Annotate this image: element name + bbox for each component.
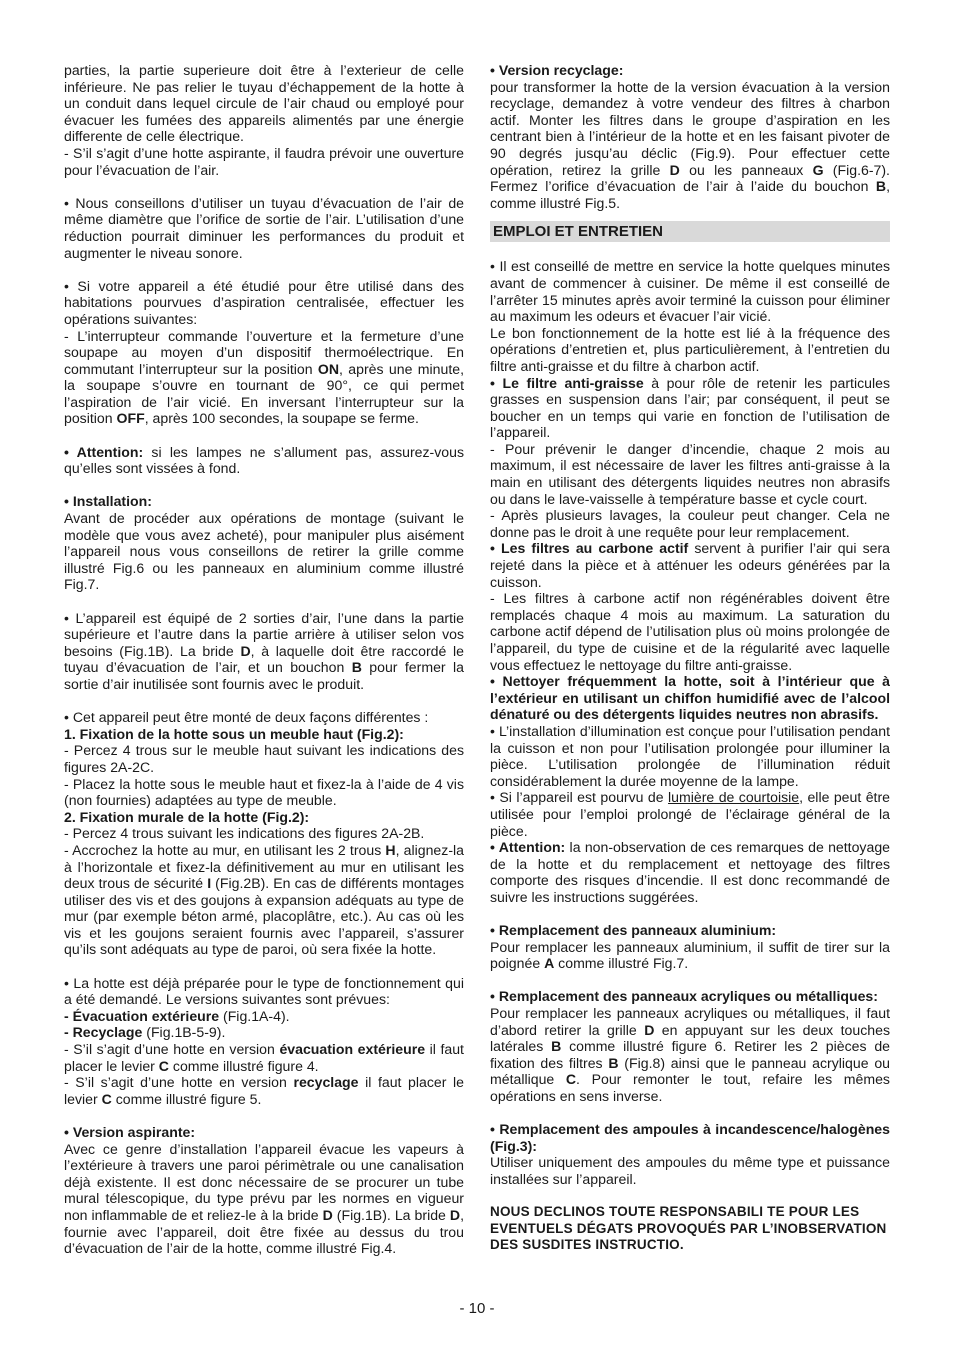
paragraph: • Version recyclage:	[490, 62, 624, 78]
disclaimer-text: NOUS DECLINOS TOUTE RESPONSABILI TE POUR LES EVENTUELS DÉGATS PROVOQUÉS PAR L’INOBSERVATION DES SUSDITES INSTRUCTIO.	[490, 1204, 887, 1253]
paragraph-spacer	[64, 693, 464, 710]
paragraph: - S’il s’agit d’une hotte aspirante, il faudra prévoir une ouverture pour l’évacuation de l’air.	[64, 144, 464, 178]
paragraph: • Nous conseillons d’utiliser un tuyau d’évacuation de l’air de même diamètre que l’orifice de sortie de l’air. L’utilisation d’une réduction pourrait diminuer les performances du produit et augmenter le niveau sonore.	[64, 194, 464, 261]
paragraph: • Version aspirante:	[64, 1124, 196, 1140]
paragraph: - Les filtres à carbone actif non régénérables doivent être remplacés chaque 4 mois au maximum. La saturation du carbone actif dépend de l’utilisation plus où moins prolongée de l’appareil, du type de cuisine et de la régularité avec laquelle vous effectuez le nettoyage du filtre anti-graisse.	[490, 590, 890, 673]
paragraph-spacer	[490, 1105, 890, 1122]
paragraph: Pour remplacer les panneaux aluminium, il suffit de tirer sur la poignée A comme illustré Fig.7.	[490, 938, 890, 972]
paragraph: • Si votre appareil a été étudié pour être utilisé dans des habitations pourvues d’aspiration centralisée, effectuer les opérations suivantes:	[64, 277, 464, 327]
paragraph: pour transformer la hotte de la version évacuation à la version recyclage, demandez à votre vendeur des filtres à charbon actif. Monter les filtres dans le groupe d’aspiration en les centrant bien à l’intérieur de la hotte et en les faisant pivoter de 90 degrés jusqu’au déclic (Fig.9). Pour effectuer cette opération, retirez la grille D ou les panneaux G (Fig.6-7). Fermez l’orifice d’évacuation de l’air à l’aide du bouchon B, comme illustré Fig.5.	[490, 78, 890, 211]
paragraph: Pour remplacer les panneaux acryliques ou métalliques, il faut d’abord retirer la grille D en appuyant sur les deux touches latérales B comme illustré figure 6. Retirer les 2 pièces de fixation des filtres B (Fig.8) ainsi que le panneau acrylique ou métallique C. Pour remonter le tout, refaire les mêmes opérations en sens inverse.	[490, 1005, 891, 1105]
paragraph: Avec ce genre d’installation l’appareil évacue les vapeurs à l’extérieure à travers une paroi périmètrale ou une canalisation déjà existente. Il est donc nécessaire de se procurer un tube mural télescopique, du type prévu par les normes en vigueur non inflammable de et reliez-le à la bride D (Fig.1B). La bride D, fournie avec l’appareil, doit être fixée au dessus du trou d’évacuation de l’air de la hotte, comme illustré Fig.4.	[64, 1140, 465, 1257]
paragraph: • Remplacement des ampoules à incandescence/halogènes (Fig.3):	[490, 1121, 890, 1154]
paragraph-spacer	[64, 178, 464, 195]
paragraph: - Percez 4 trous sur le meuble haut suivant les indications des figures 2A-2C.	[64, 742, 464, 775]
paragraph-spacer	[64, 427, 464, 444]
section-heading: EMPLOI ET ENTRETIEN	[490, 221, 890, 242]
paragraph: • Le filtre anti-graisse à pour rôle de retenir les particules grasses en suspension dans l’air; par conséquent, il peut se boucher en un temps qui varie en fonction de l’utilisation de l’appareil.	[490, 374, 890, 441]
paragraph: - Évacuation extérieure (Fig.1A-4).	[64, 1007, 290, 1024]
paragraph: - S’il s’agit d’une hotte en version évacuation extérieure il faut placer le levier C comme illustré figure 4.	[64, 1041, 464, 1074]
paragraph: • Il est conseillé de mettre en service la hotte quelques minutes avant de commencer à cuisiner. De même il est conseillé de l’arrêter 15 minutes après avoir terminé la cuisson pour éliminer au maximum les odeurs et évacuer l’air vicié.	[490, 258, 890, 325]
paragraph-spacer	[64, 261, 464, 278]
paragraph-spacer	[490, 972, 890, 989]
paragraph: - Recyclage (Fig.1B-5-9).	[64, 1024, 226, 1041]
paragraph: - Pour prévenir le danger d’incendie, chaque 2 mois au maximum, il est nécessaire de laver les filtres anti-graisse à la main en utilisant des détergents liquides neutres non abrasifs ou dans le lave-vaisselle à température basse et cycle court.	[490, 440, 890, 507]
paragraph: - Placez la hotte sous le meuble haut et fixez-la à l’aide de 4 vis (non fournies) adaptées au type de meuble.	[64, 775, 464, 809]
paragraph: Utiliser uniquement des ampoules du même type et puissance installées sur l’appareil.	[490, 1154, 890, 1187]
paragraph: • Cet appareil peut être monté de deux façons différentes :	[64, 709, 429, 726]
paragraph: - S’il s’agit d’une hotte en version recyclage il faut placer le levier C comme illustré figure 5.	[64, 1074, 464, 1107]
paragraph: • La hotte est déjà préparée pour le type de fonctionnement qui a été demandé. Le versions suivantes sont prévues:	[64, 974, 464, 1008]
paragraph: 1. Fixation de la hotte sous un meuble haut (Fig.2):	[64, 725, 404, 742]
paragraph: • Remplacement des panneaux aluminium:	[490, 922, 777, 939]
paragraph-spacer	[64, 477, 464, 494]
paragraph-spacer	[490, 906, 890, 923]
paragraph: - Percez 4 trous suivant les indications des figures 2A-2B.	[64, 825, 425, 842]
paragraph-spacer	[490, 1188, 890, 1205]
paragraph: 2. Fixation murale de la hotte (Fig.2):	[64, 808, 310, 825]
paragraph: • L’appareil est équipé de 2 sorties d’air, l’une dans la partie supérieure et l’autre dans la partie arrière à utiliser selon vos besoins (Fig.1B). La bride D, à laquelle doit être raccordé le tuyau d’évacuation de l’air, et un bouchon B pour fermer la sortie d’air inutilisée sont fournis avec le produit.	[64, 609, 464, 692]
paragraph: • Si l’appareil est pourvu de lumière de courtoisie, elle peut être utilisée pour l’emploi prolongé de l’éclairage général de la pièce.	[490, 789, 890, 839]
paragraph: • Les filtres au carbone actif servent à purifier l’air qui sera rejeté dans la pièce et à atténuer les odeurs générées par la cuisson.	[490, 540, 891, 590]
paragraph-spacer	[64, 593, 464, 610]
paragraph: - Après plusieurs lavages, la couleur peut changer. Cela ne donne pas le droit à une requête pour leur remplacement.	[490, 507, 890, 540]
right-column	[490, 62, 890, 1254]
left-column	[64, 62, 464, 1257]
paragraph: Avant de procéder aux opérations de montage (suivant le modèle que vous avez acheté), pour manipuler plus aisément l’appareil nous vous conseillons de retirer la grille comme illustré Fig.6 ou les panneaux en aluminium comme illustré Fig.7.	[64, 510, 464, 593]
paragraph: • Installation:	[64, 493, 152, 510]
paragraph: • L’installation d’illumination est conçue pour l’utilisation pendant la cuisson et non pour l’utilisation prolongée pour illuminer la pièce. L’utilisation prolongée de l’illumination réduit considérablement la durée moyenne de la lampe.	[490, 722, 890, 789]
paragraph: - L’interrupteur commande l’ouverture et la fermeture d’une soupape au moyen d’un dispositif thermoélectrique. En commutant l’interrupteur sur la position ON, après une minute, la soupape s’ouvre en tournant de 90°, ce qui permet l’aspiration de l’air vicié. En inversant l’interrupteur sur la position OFF, après 100 secondes, la soupape se ferme.	[64, 327, 464, 427]
paragraph-spacer	[64, 958, 464, 975]
page-number: - 10 -	[459, 1300, 495, 1317]
paragraph: • Attention: si les lampes ne s’allument pas, assurez-vous qu’elles sont vissées à fond.	[64, 443, 465, 477]
paragraph: • Nettoyer fréquemment la hotte, soit à l’intérieur que à l’extérieur en utilisant un chiffon humidifié avec de l’alcool dénaturé ou des détergents liquides neutres non abrasifs.	[490, 673, 890, 723]
paragraph: Le bon fonctionnement de la hotte est lié à la fréquence des opérations d’entretien et, plus particulièrement, à l’entretien du filtre anti-graisse et du filtre à charbon actif.	[490, 324, 890, 374]
paragraph: • Remplacement des panneaux acryliques ou métalliques:	[490, 988, 878, 1005]
paragraph: • Attention: la non-observation de ces remarques de nettoyage de la hotte et du remplacement et nettoyage des filtres comporte des risques d’incendie. Il est donc recommandé de suivre les instructions suggérées.	[490, 839, 890, 905]
paragraph: parties, la partie superieure doit être à l’exterieur de celle inférieure. Ne pas relier le tuyau d’échappement de la hotte à un conduit dans lequel circule de l’air chaud ou employé pour évacuer les fumées des appareils alimentés par une énergie differente de celle électrique.	[64, 62, 464, 145]
paragraph: - Accrochez la hotte au mur, en utilisant les 2 trous H, alignez-la à l’horizontale et fixez-la définitivement au mur en utilisant les deux trous de sécurité I (Fig.2B). En cas de différents montages utiliser des vis et des goujons à expansion adéquats au type de mur (par exemple béton armé, placoplâtre, etc.). Au cas où les vis et les goujons seraient fournis avec l’appareil, s’assurer qu’ils sont adéquats au type de paroi, où sera fixée la hotte.	[64, 841, 464, 958]
paragraph-spacer	[64, 1107, 464, 1124]
